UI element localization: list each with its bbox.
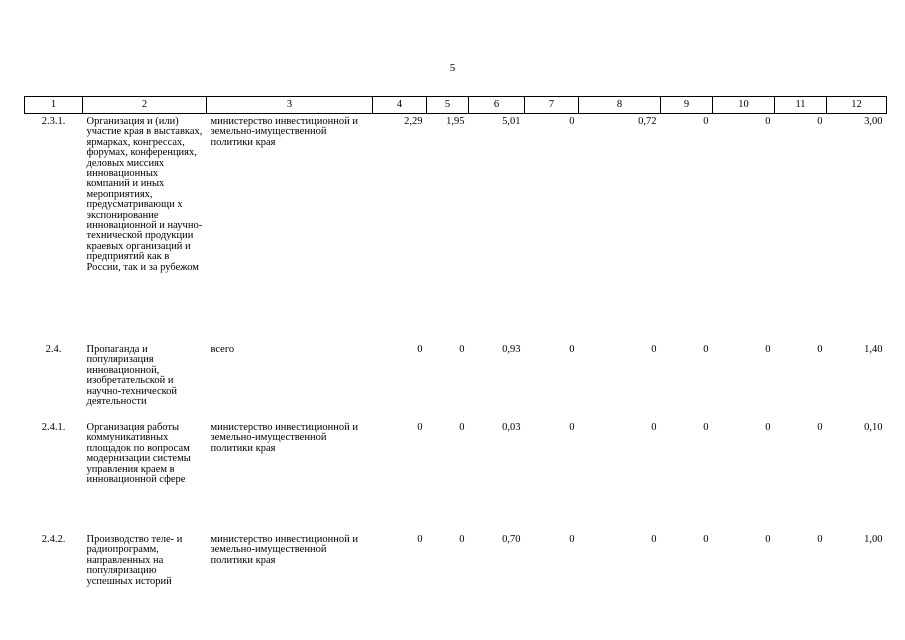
measure-name: Пропаганда и популяризация инновационной, изобретательской и научно-технической деятельности <box>86 344 178 408</box>
value-cell: 0 <box>459 344 465 355</box>
value-cell: 0 <box>569 534 575 545</box>
value-cell: 0 <box>703 422 709 433</box>
header-row <box>25 97 887 114</box>
value-cell: 0 <box>765 116 771 127</box>
value-cell: 0 <box>417 534 423 545</box>
executor: министерство инвестиционной и земельно-имущественной политики края <box>210 422 358 454</box>
table-row <box>25 532 887 594</box>
value-cell: 0 <box>703 534 709 545</box>
value-cell: 0,10 <box>864 422 883 433</box>
column-header: 12 <box>827 97 887 114</box>
value-cell: 2,29 <box>404 116 423 127</box>
value-cell: 0 <box>817 534 823 545</box>
table-row <box>25 342 887 420</box>
value-cell: 0 <box>417 422 423 433</box>
value-cell: 0 <box>459 422 465 433</box>
column-header: 3 <box>207 97 373 114</box>
column-header: 10 <box>713 97 775 114</box>
column-header: 4 <box>373 97 427 114</box>
value-cell: 0 <box>459 534 465 545</box>
row-number: 2.3.1. <box>41 116 66 127</box>
value-cell: 0 <box>703 344 709 355</box>
executor: министерство инвестиционной и земельно-имущественной политики края <box>210 116 358 148</box>
value-cell: 0 <box>569 344 575 355</box>
value-cell: 0 <box>817 116 823 127</box>
table-row <box>25 420 887 532</box>
value-cell: 0 <box>651 344 657 355</box>
measure-name: Организация и (или) участие края в выставках, ярмарках, конгрессах, форумах, конференциях, деловых миссиях инновационных компаний и иных мероприятиях, предусматривающи х экспонирование инновационной и научно-технической продукции краевых организаций и предприятий как в России, так и за рубежом <box>86 116 203 273</box>
measure-name: Производство теле- и радиопрограмм, направленных на популяризацию успешных историй <box>86 534 183 587</box>
page-number: 5 <box>449 62 456 74</box>
column-header: 2 <box>83 97 207 114</box>
column-header: 8 <box>579 97 661 114</box>
value-cell: 0 <box>765 422 771 433</box>
program-table <box>24 96 887 594</box>
row-number: 2.4.1. <box>41 422 66 433</box>
executor: всего <box>210 344 235 355</box>
executor: министерство инвестиционной и земельно-имущественной политики края <box>210 534 358 566</box>
value-cell: 0 <box>651 422 657 433</box>
row-number: 2.4.2. <box>41 534 66 545</box>
value-cell: 0 <box>569 422 575 433</box>
value-cell: 0,70 <box>502 534 521 545</box>
value-cell: 0 <box>817 344 823 355</box>
value-cell: 0 <box>569 116 575 127</box>
column-header: 7 <box>525 97 579 114</box>
value-cell: 0 <box>765 534 771 545</box>
value-cell: 0,93 <box>502 344 521 355</box>
value-cell: 1,40 <box>864 344 883 355</box>
column-header: 9 <box>661 97 713 114</box>
column-header: 5 <box>427 97 469 114</box>
value-cell: 0 <box>703 116 709 127</box>
column-header: 1 <box>25 97 83 114</box>
value-cell: 0,03 <box>502 422 521 433</box>
value-cell: 0 <box>651 534 657 545</box>
column-header: 11 <box>775 97 827 114</box>
measure-name: Организация работы коммуникативных площадок по вопросам модернизации системы управления краем в инновационной сфере <box>86 422 191 486</box>
value-cell: 0 <box>417 344 423 355</box>
value-cell: 0 <box>817 422 823 433</box>
row-number: 2.4. <box>45 344 62 355</box>
value-cell: 3,00 <box>864 116 883 127</box>
table-row <box>25 114 887 343</box>
value-cell: 0,72 <box>638 116 657 127</box>
column-header: 6 <box>469 97 525 114</box>
value-cell: 1,95 <box>446 116 465 127</box>
value-cell: 0 <box>765 344 771 355</box>
value-cell: 5,01 <box>502 116 521 127</box>
value-cell: 1,00 <box>864 534 883 545</box>
